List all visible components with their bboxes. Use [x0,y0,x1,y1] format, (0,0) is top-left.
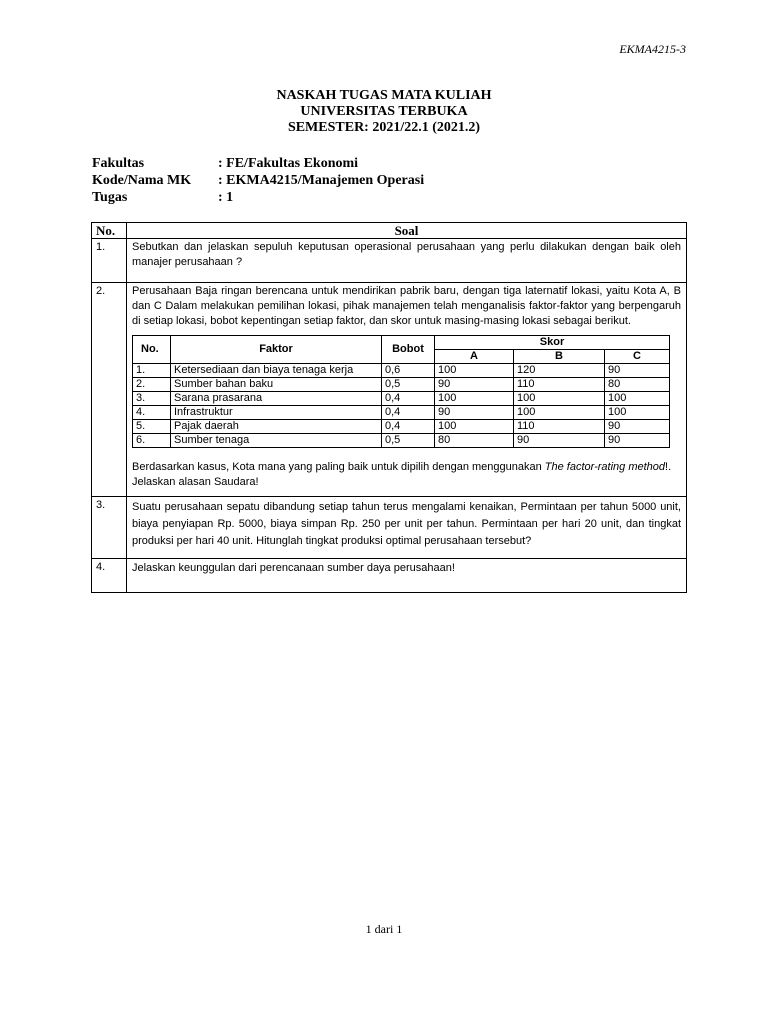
question-text [127,283,687,497]
score-b: 110 [514,420,605,434]
score-a: 100 [435,420,514,434]
factor-weight: 0,6 [382,364,435,378]
factor-no: 2. [133,378,171,392]
meta-row-kode [92,172,424,189]
factor-table-header [133,336,670,350]
question-table-header [92,223,687,239]
meta-label: Fakultas [92,156,145,171]
factor-name: Ketersediaan dan biaya tenaga kerja [171,364,382,378]
question-row-1 [92,239,687,283]
factor-weight: 0,4 [382,420,435,434]
question-row-4 [92,559,687,593]
factor-header-c: C [605,350,670,364]
score-c: 90 [605,364,670,378]
score-c: 100 [605,392,670,406]
factor-no: 1. [133,364,171,378]
question-table [91,222,687,593]
instruction-text: Berdasarkan kasus, Kota mana yang paling baik untuk dipilih dengan menggunakan [132,461,545,473]
factor-header-bobot: Bobot [382,336,435,364]
factor-row [133,392,670,406]
factor-name: Sarana prasarana [171,392,382,406]
score-c: 90 [605,420,670,434]
question-number: 4. [92,559,127,593]
meta-label: Tugas [92,190,128,205]
factor-header-faktor: Faktor [171,336,382,364]
document-code: EKMA4215-3 [619,42,686,56]
score-c: 100 [605,406,670,420]
question-2-text: Perusahaan Baja ringan berencana untuk mendirikan pabrik baru, dengan tiga laternatif lokasi, yaitu Kota A, B dan C Dalam melakukan pemilihan lokasi, pihak manajemen telah menganalisis faktor-faktor yang berpengaruh di setiap lokasi, bobot kepentingan setiap faktor, dan skor untuk masing-masing lokasi sebagai berikut. [132,285,681,327]
title-line-3: SEMESTER: 2021/22.1 (2021.2) [287,120,481,135]
factor-header-a: A [435,350,514,364]
score-c: 90 [605,434,670,448]
factor-row [133,434,670,448]
column-header-no: No. [92,223,127,239]
score-a: 90 [435,406,514,420]
question-4-text: Jelaskan keunggulan dari perencanaan sumber daya perusahaan! [132,562,455,574]
factor-header-no: No. [133,336,171,364]
title-line-1: NASKAH TUGAS MATA KULIAH [276,88,492,103]
question-2-instruction [132,460,681,490]
meta-label: Kode/Nama MK [92,173,192,188]
score-a: 90 [435,378,514,392]
factor-row [133,378,670,392]
column-header-soal: Soal [127,223,687,239]
factor-header-b: B [514,350,605,364]
factor-weight: 0,4 [382,406,435,420]
instruction-text-end: !. Jelaskan alasan Saudara! [132,461,672,488]
factor-row [133,420,670,434]
factor-row [133,364,670,378]
meta-value: : EKMA4215/Manajemen Operasi [218,173,425,188]
factor-no: 5. [133,420,171,434]
question-text [127,239,687,283]
score-a: 80 [435,434,514,448]
score-b: 90 [514,434,605,448]
meta-value: : 1 [218,190,234,205]
question-number: 3. [92,497,127,559]
location-factor-table [132,335,670,448]
score-b: 100 [514,392,605,406]
page-number: 1 dari 1 [365,922,403,936]
factor-row [133,406,670,420]
question-number: 1. [92,239,127,283]
factor-weight: 0,5 [382,378,435,392]
question-row-3 [92,497,687,559]
document-title [0,88,768,136]
factor-no: 3. [133,392,171,406]
question-row-2 [92,283,687,497]
factor-name: Sumber tenaga [171,434,382,448]
course-info [92,155,424,206]
question-3-text: Suatu perusahaan sepatu dibandung setiap tahun terus mengalami kenaikan, Permintaan per tahun 5000 unit, biaya penyiapan Rp. 5000, biaya simpan Rp. 250 per unit per tahun. Permintaan per hari 20 unit, dan tingkat produksi per hari 40 unit. Hitunglah tingkat produksi optimal perusahaan tersebut? [132,501,681,547]
score-b: 120 [514,364,605,378]
factor-name: Pajak daerah [171,420,382,434]
factor-no: 6. [133,434,171,448]
score-b: 110 [514,378,605,392]
score-c: 80 [605,378,670,392]
title-line-2: UNIVERSITAS TERBUKA [300,104,468,119]
question-text [127,559,687,593]
meta-value: : FE/Fakultas Ekonomi [218,156,359,171]
score-a: 100 [435,392,514,406]
score-a: 100 [435,364,514,378]
instruction-method: The factor-rating method [544,461,666,473]
factor-name: Infrastruktur [171,406,382,420]
question-number: 2. [92,283,127,497]
meta-row-tugas [92,189,424,206]
factor-weight: 0,4 [382,392,435,406]
score-b: 100 [514,406,605,420]
question-1-text: Sebutkan dan jelaskan sepuluh keputusan operasional perusahaan yang perlu dilakukan dengan baik oleh manajer perusahaan ? [132,241,681,268]
meta-row-fakultas [92,155,424,172]
question-text [127,497,687,559]
factor-weight: 0,5 [382,434,435,448]
factor-no: 4. [133,406,171,420]
factor-name: Sumber bahan baku [171,378,382,392]
factor-header-skor: Skor [435,336,670,350]
